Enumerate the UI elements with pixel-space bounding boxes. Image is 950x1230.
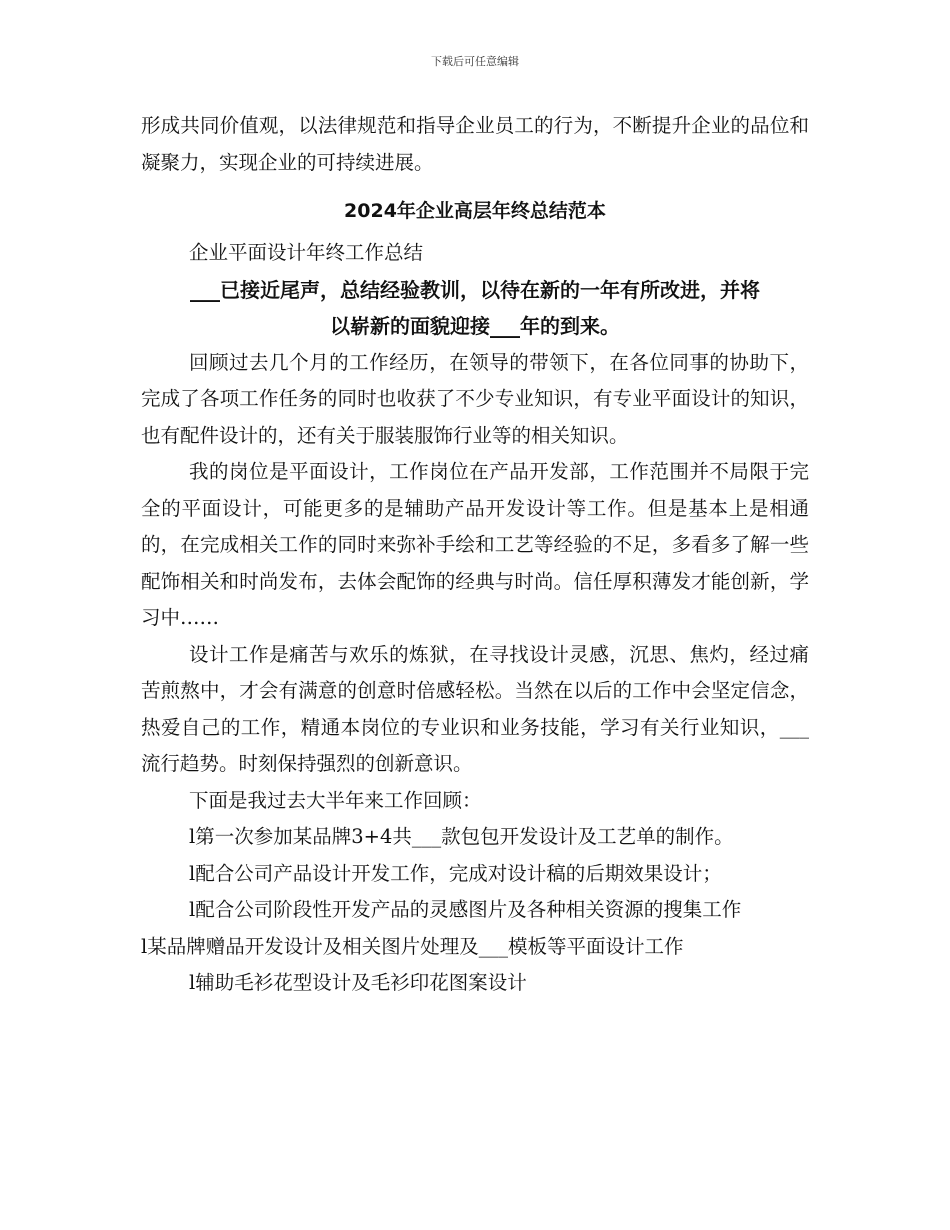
document-body [141,108,809,1002]
page-header: 下载后可任意编辑 [431,55,519,68]
bold-lead-line-2: 以崭新的面貌迎接___年的到来。 [330,314,620,338]
paragraph-review-intro: 下面是我过去大半年来工作回顾： [189,788,482,812]
section-subtitle: 企业平面设计年终工作总结 [189,241,424,264]
paragraph-design-work: 设计工作是痛苦与欢乐的炼狱，在寻找设计灵感，沉思、焦灼，经过痛苦煎熬中，才会有满意的创意时倍感轻松。当然在以后的工作中会坚定信念，热爱自己的工作，精通本岗位的专业识和业务技能，学习有关行业知识，___流行趋势。时刻保持强烈的创新意识。 [141,642,809,775]
paragraph-position: 我的岗位是平面设计，工作岗位在产品开发部，工作范围并不局限于完全的平面设计，可能更多的是辅助产品开发设计等工作。但是基本上是相通的，在完成相关工作的同时来弥补手绘和工艺等经验的不足，多看多了解一些配饰相关和时尚发布，去体会配饰的经典与时尚。信任厚积薄发才能创新，学习中…… [141,460,809,629]
list-item-5: l辅助毛衫花型设计及毛衫印花图案设计 [189,971,527,994]
bold-lead-line-1: ___已接近尾声，总结经验教训，以待在新的一年有所改进，并将 [190,277,760,302]
list-item-3: l配合公司阶段性开发产品的灵感图片及各种相关资源的搜集工作 [189,898,742,921]
paragraph-intro: 形成共同价值观，以法律规范和指导企业员工的行为，不断提升企业的品位和凝聚力，实现企业的可持续进展。 [141,114,809,174]
paragraph-review: 回顾过去几个月的工作经历，在领导的带领下，在各位同事的协助下，完成了各项工作任务的同时也收获了不少专业知识，有专业平面设计的知识，也有配件设计的，还有关于服装服饰行业等的相关知识。 [141,350,809,447]
list-item-1: l第一次参加某品牌3+4共___款包包开发设计及工艺单的制作。 [189,825,734,848]
document-title: 2024年企业高层年终总结范本 [344,200,606,222]
list-item-2: l配合公司产品设计开发工作，完成对设计稿的后期效果设计； [189,861,722,885]
list-item-4: l某品牌赠品开发设计及相关图片处理及___模板等平面设计工作 [141,934,684,958]
